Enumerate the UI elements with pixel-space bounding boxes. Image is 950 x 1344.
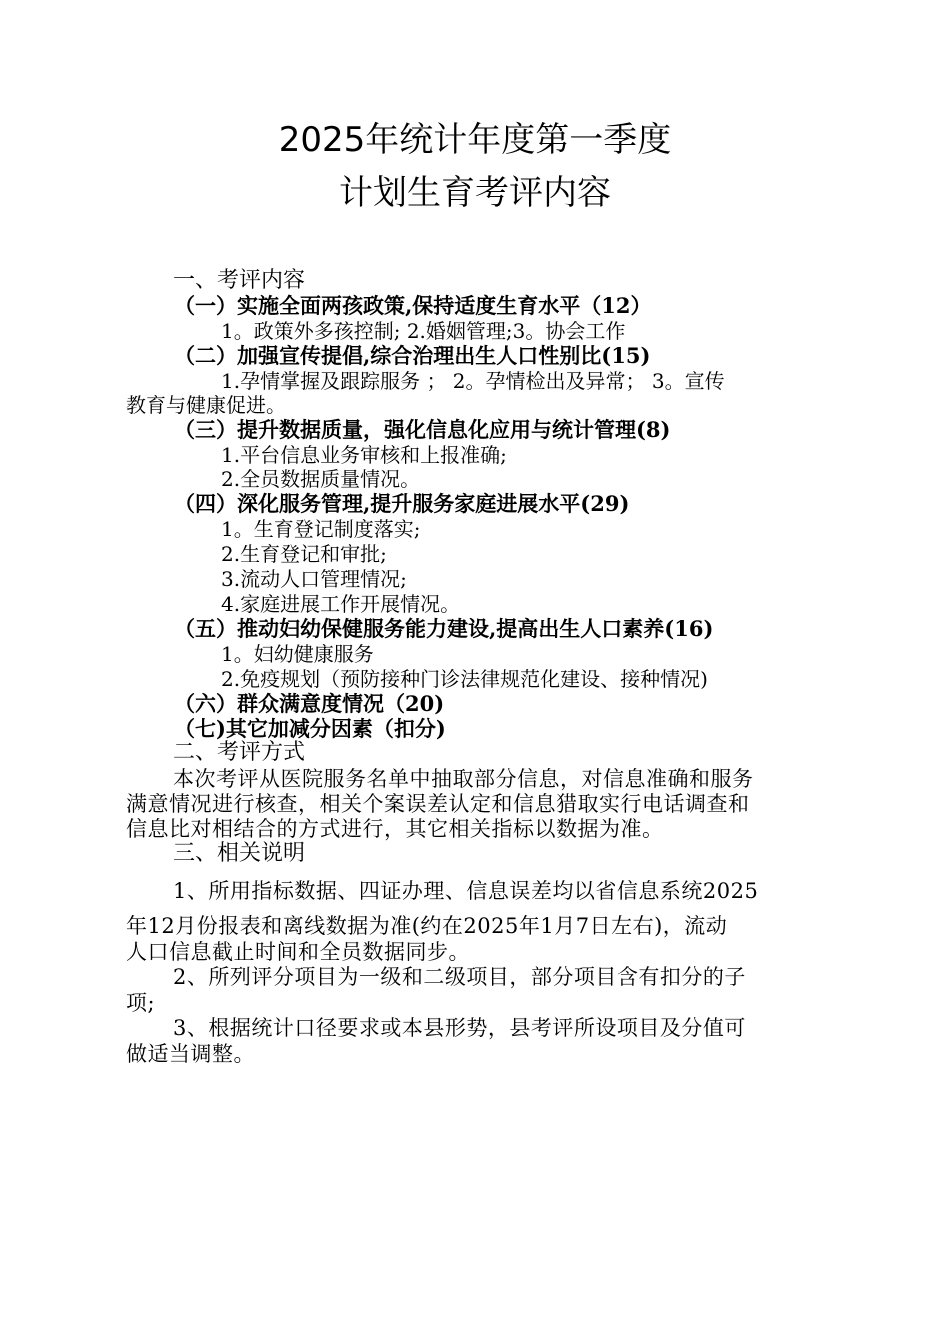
sub1-items: 1。政策外多孩控制; 2.婚姻管理;3。协会工作 bbox=[221, 319, 626, 343]
sub4-item-4: 4.家庭进展工作开展情况。 bbox=[221, 592, 461, 616]
section2-heading: 二、考评方式 bbox=[173, 740, 306, 765]
section2-line-1: 本次考评从医院服务名单中抽取部分信息，对信息准确和服务 bbox=[173, 767, 754, 791]
sub4-item-3: 3.流动人口管理情况; bbox=[221, 567, 407, 591]
sub3-heading: （三）提升数据质量，强化信息化应用与统计管理(8) bbox=[174, 417, 671, 442]
sub1-heading: （一）实施全面两孩政策,保持适度生育水平（12） bbox=[174, 293, 652, 318]
note3-line-2: 做适当调整。 bbox=[126, 1042, 255, 1066]
sub5-heading: （五）推动妇幼保健服务能力建设,提高出生人口素养(16) bbox=[174, 616, 714, 641]
document-title-line1: 2025年统计年度第一季度 bbox=[278, 120, 672, 160]
sub2-heading: （二）加强宣传提倡,综合治理出生人口性别比(15) bbox=[174, 343, 651, 368]
sub2-items-line2: 教育与健康促进。 bbox=[126, 393, 286, 417]
sub7-heading: （七)其它加减分因素（扣分) bbox=[174, 716, 446, 741]
section2-line-3: 信息比对相结合的方式进行，其它相关指标以数据为准。 bbox=[126, 817, 664, 841]
section3-heading: 三、相关说明 bbox=[173, 841, 306, 866]
section2-line-2: 满意情况进行核查，相关个案误差认定和信息猎取实行电话调查和 bbox=[126, 792, 750, 816]
sub3-item-1: 1.平台信息业务审核和上报准确; bbox=[221, 443, 507, 467]
sub4-heading: （四）深化服务管理,提升服务家庭进展水平(29) bbox=[174, 491, 630, 516]
sub6-heading: （六）群众满意度情况（20) bbox=[174, 691, 445, 716]
sub5-item-2: 2.免疫规划（预防接种门诊法律规范化建设、接种情况) bbox=[221, 667, 708, 691]
sub2-items-line1: 1.孕情掌握及跟踪服务 ； 2。孕情检出及异常； 3。宣传 bbox=[221, 369, 725, 393]
sub3-item-2: 2.全员数据质量情况。 bbox=[221, 467, 421, 491]
note2-line-1: 2、所列评分项目为一级和二级项目，部分项目含有扣分的子 bbox=[173, 965, 746, 989]
sub5-item-1: 1。妇幼健康服务 bbox=[221, 642, 374, 666]
note1-line-3: 人口信息截止时间和全员数据同步。 bbox=[126, 940, 470, 964]
document-title-line2: 计划生育考评内容 bbox=[339, 173, 611, 213]
note2-line-2: 项; bbox=[126, 991, 156, 1015]
sub4-item-2: 2.生育登记和审批; bbox=[221, 542, 387, 566]
note1-line-1: 1、所用指标数据、四证办理、信息误差均以省信息系统2025 bbox=[173, 879, 759, 903]
sub4-item-1: 1。生育登记制度落实; bbox=[221, 517, 421, 541]
section1-heading: 一、考评内容 bbox=[173, 268, 306, 293]
note3-line-1: 3、根据统计口径要求或本县形势，县考评所设项目及分值可 bbox=[173, 1016, 746, 1040]
note1-line-2: 年12月份报表和离线数据为准(约在2025年1月7日左右)，流动 bbox=[126, 914, 728, 938]
